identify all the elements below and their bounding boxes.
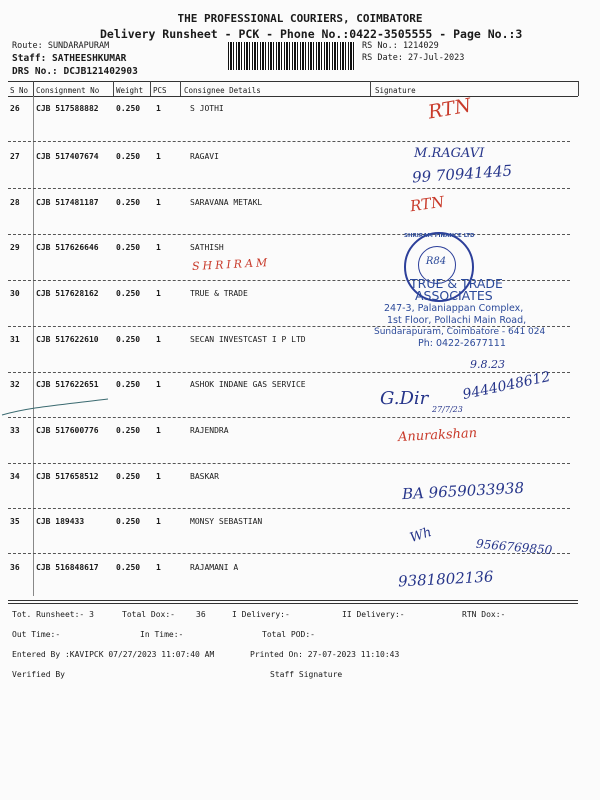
col-header-weight: Weight	[116, 86, 144, 95]
barcode	[228, 42, 356, 70]
row-sno: 26	[10, 104, 20, 113]
seal-center-text: R84	[425, 256, 447, 267]
col-divider	[578, 81, 579, 96]
row-weight: 0.250	[116, 335, 141, 344]
table-bottom-border-double	[8, 603, 578, 604]
handwritten-phone: BA 9659033938	[401, 478, 525, 504]
footer-total-dox-value: 36	[196, 610, 206, 619]
row-consignment: CJB 517658512	[36, 472, 99, 481]
route: Route: SUNDARAPURAM	[12, 41, 110, 51]
row-pcs: 1	[156, 380, 161, 389]
row-weight: 0.250	[116, 104, 141, 113]
footer-rtn-dox: RTN Dox:-	[462, 610, 506, 619]
row-separator	[8, 141, 570, 142]
pen-stroke	[0, 395, 110, 420]
row-separator	[8, 508, 570, 509]
row-pcs: 1	[156, 335, 161, 344]
col-divider	[150, 81, 151, 96]
col-header-consignee: Consignee Details	[184, 86, 261, 95]
row-consignment: CJB 517628162	[36, 289, 99, 298]
row-pcs: 1	[156, 104, 161, 113]
row-consignee: RAJAMANI A	[190, 563, 239, 572]
row-consignee: ASHOK INDANE GAS SERVICE	[190, 380, 306, 389]
footer-staff-signature: Staff Signature	[270, 670, 343, 679]
row-separator	[8, 463, 570, 464]
table-top-border	[8, 81, 578, 82]
col-header-pcs: PCS	[153, 86, 167, 95]
handwritten-signature-scribble: Wh	[408, 525, 434, 546]
col-divider	[180, 81, 181, 96]
row-separator	[8, 553, 570, 554]
handwritten-rtn: RTN	[408, 192, 446, 216]
footer-i-delivery: I Delivery:-	[232, 610, 290, 619]
col-divider	[370, 81, 371, 96]
row-sno: 30	[10, 289, 20, 298]
row-consignment: CJB 517407674	[36, 152, 99, 161]
footer-entered-by: Entered By :KAVIPCK 07/27/2023 11:07:40 AM	[12, 650, 215, 659]
row-weight: 0.250	[116, 198, 141, 207]
row-weight: 0.250	[116, 243, 141, 252]
handwritten-signature: Anurakshan	[397, 425, 478, 446]
row-consignee: RAGAVI	[190, 152, 219, 161]
row-pcs: 1	[156, 517, 161, 526]
row-consignee: BASKAR	[190, 472, 219, 481]
row-consignment: CJB 517600776	[36, 426, 99, 435]
row-consignment: CJB 517626646	[36, 243, 99, 252]
row-sno: 35	[10, 517, 20, 526]
row-sno: 33	[10, 426, 20, 435]
row-sno: 27	[10, 152, 20, 161]
row-consignment: CJB 189433	[36, 517, 85, 526]
row-consignee: SECAN INVESTCAST I P LTD	[190, 335, 306, 344]
row-consignee: SARAVANA METAKL	[190, 198, 263, 207]
footer-ii-delivery: II Delivery:-	[342, 610, 405, 619]
row-sno: 36	[10, 563, 20, 572]
row-consignment: CJB 517481187	[36, 198, 99, 207]
row-weight: 0.250	[116, 563, 141, 572]
handwritten-rtn: RTN	[426, 94, 473, 124]
rs-date: RS Date: 27-Jul-2023	[362, 53, 465, 63]
row-consignee: TRUE & TRADE	[190, 289, 248, 298]
stamp-company: TRUE & TRADE	[410, 276, 503, 291]
row-left-rule	[33, 96, 34, 596]
company-title: THE PROFESSIONAL COURIERS, COIMBATORE	[177, 12, 423, 25]
handwritten-phone: 9566769850	[475, 536, 553, 558]
handwritten-phone: 99 70941445	[411, 161, 513, 187]
handwritten-phone: 9444048612	[461, 368, 552, 404]
col-header-sno: S No	[10, 86, 29, 95]
row-sno: 29	[10, 243, 20, 252]
row-sno: 28	[10, 198, 20, 207]
row-consignee: RAJENDRA	[190, 426, 229, 435]
row-separator	[8, 188, 570, 189]
footer-in-time: In Time:-	[140, 630, 184, 639]
row-separator	[8, 234, 570, 235]
row-weight: 0.250	[116, 426, 141, 435]
row-weight: 0.250	[116, 380, 141, 389]
col-header-signature: Signature	[375, 86, 416, 95]
row-consignee: SATHISH	[190, 243, 224, 252]
row-pcs: 1	[156, 472, 161, 481]
row-weight: 0.250	[116, 472, 141, 481]
footer-printed-on: Printed On: 27-07-2023 11:10:43	[250, 650, 400, 659]
stamp-address-3: Sundarapuram, Coimbatore - 641 024	[374, 327, 546, 337]
footer-tot-runsheet: Tot. Runsheet:- 3	[12, 610, 94, 619]
handwritten-signature: M.RAGAVI	[414, 146, 485, 161]
stamp-address-2: 1st Floor, Pollachi Main Road,	[387, 315, 527, 326]
row-consignment: CJB 517622651	[36, 380, 99, 389]
seal-ring-text: SHRIRAM FINANCE LTD	[404, 233, 475, 239]
handwritten-date: 9.8.23	[470, 358, 505, 371]
footer-verified-by: Verified By	[12, 670, 65, 679]
row-pcs: 1	[156, 426, 161, 435]
handwritten-phone: 9381802136	[397, 567, 494, 591]
footer-total-dox-label: Total Dox:-	[122, 610, 175, 619]
row-pcs: 1	[156, 243, 161, 252]
row-pcs: 1	[156, 289, 161, 298]
handwritten-name: SHRIRAM	[191, 255, 271, 274]
rs-number: RS No.: 1214029	[362, 41, 439, 51]
row-sno: 31	[10, 335, 20, 344]
stamp-associates: ASSOCIATES	[415, 288, 493, 303]
row-weight: 0.250	[116, 152, 141, 161]
col-divider	[113, 81, 114, 96]
stamp-address-1: 247-3, Palaniappan Complex,	[384, 303, 524, 314]
row-weight: 0.250	[116, 517, 141, 526]
stamp-phone: Ph: 0422-2677111	[418, 338, 506, 349]
row-sno: 34	[10, 472, 20, 481]
row-separator	[8, 372, 570, 373]
row-consignee: S JOTHI	[190, 104, 224, 113]
table-header-border	[8, 96, 578, 97]
row-consignment: CJB 517588882	[36, 104, 99, 113]
footer-out-time: Out Time:-	[12, 630, 61, 639]
handwritten-date-small: 27/7/23	[432, 405, 463, 414]
col-divider	[33, 81, 34, 96]
runsheet-title: Delivery Runsheet - PCK - Phone No.:0422-3505555 - Page No.:3	[100, 27, 523, 41]
row-pcs: 1	[156, 198, 161, 207]
footer-total-pod: Total POD:-	[262, 630, 315, 639]
row-consignment: CJB 517622610	[36, 335, 99, 344]
handwritten-signature-scribble: G.Dir	[380, 388, 429, 409]
staff: Staff: SATHEESHKUMAR	[12, 53, 127, 64]
col-header-consignment: Consignment No	[36, 86, 100, 95]
row-pcs: 1	[156, 152, 161, 161]
row-consignment: CJB 516848617	[36, 563, 99, 572]
table-bottom-border	[8, 600, 578, 601]
row-pcs: 1	[156, 563, 161, 572]
row-sno: 32	[10, 380, 20, 389]
drs-number: DRS No.: DCJB121402903	[12, 66, 138, 77]
row-weight: 0.250	[116, 289, 141, 298]
row-consignee: MONSY SEBASTIAN	[190, 517, 263, 526]
